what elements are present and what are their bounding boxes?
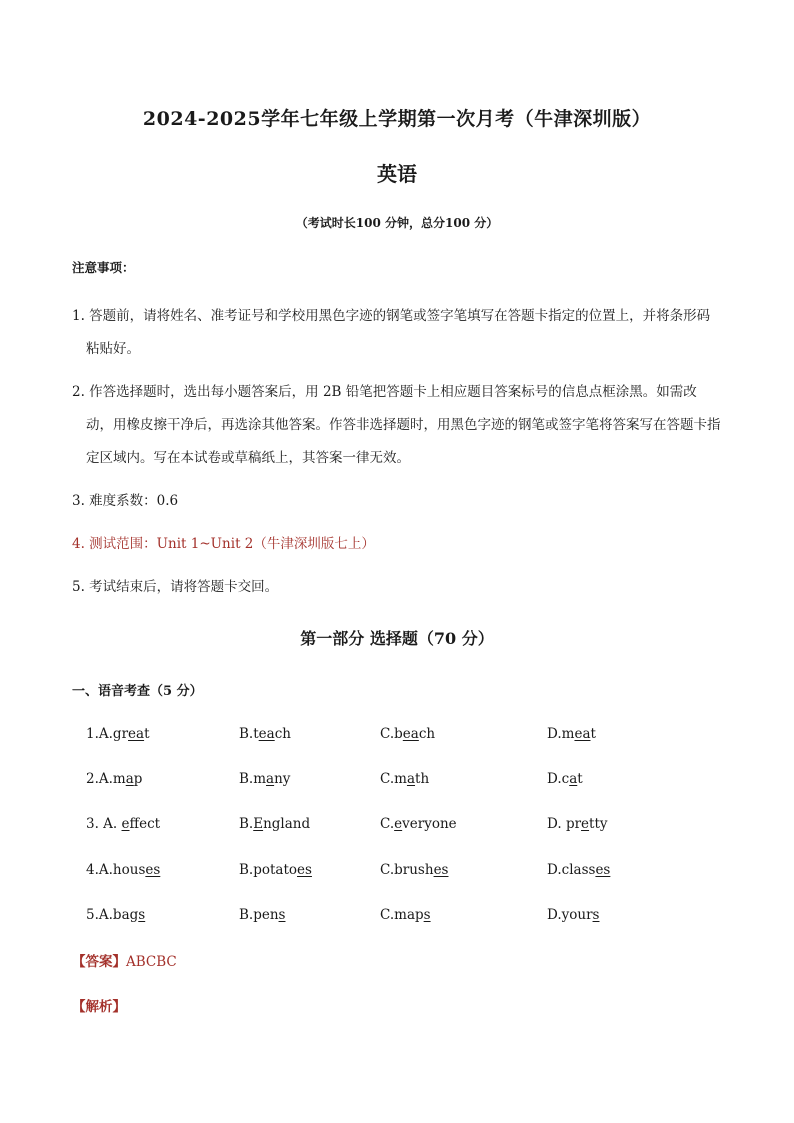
option-d: D. pretty xyxy=(547,816,608,832)
answer-value: ABCBC xyxy=(126,954,177,970)
answer-label: 【答案】 xyxy=(72,954,126,970)
option-c: C.brushes xyxy=(380,862,449,878)
option-c: C.everyone xyxy=(380,816,457,832)
notice-list xyxy=(72,300,722,614)
option-b: B.England xyxy=(239,816,311,832)
option-a: 3. A. effect xyxy=(86,816,161,832)
subject-heading: 英语 xyxy=(377,162,417,186)
option-a: 2.A.map xyxy=(86,771,143,787)
option-b: B.teach xyxy=(239,726,291,742)
exam-duration-info: （考试时长100 分钟，总分100 分） xyxy=(295,216,499,230)
notice-item: 3. 难度系数：0.6 xyxy=(72,493,179,509)
notice-item: 5. 考试结束后，请将答题卡交回。 xyxy=(72,579,279,595)
question-row xyxy=(86,862,726,886)
option-d: D.classes xyxy=(547,862,611,878)
option-b: B.many xyxy=(239,771,291,787)
option-c: C.math xyxy=(380,771,430,787)
section-one-title: 一、语音考查（5 分） xyxy=(72,684,203,699)
notice-item: 2. 作答选择题时，选出每小题答案后，用 2B 铅笔把答题卡上相应题目答案标号的信息点框涂黑。如需改动，用橡皮擦干净后，再选涂其他答案。作答非选择题时，用黑色字迹的钢笔或签字笔将答案写在答题卡指定区域内。写在本试卷或草稿纸上，其答案一律无效。 xyxy=(72,384,721,466)
answer-line xyxy=(72,950,177,970)
question-row xyxy=(86,726,726,750)
option-a: 1.A.great xyxy=(86,726,150,742)
option-d: D.yours xyxy=(547,907,600,923)
question-row xyxy=(86,771,726,795)
option-d: D.cat xyxy=(547,771,583,787)
question-row xyxy=(86,816,726,840)
part-one-title: 第一部分 选择题（70 分） xyxy=(300,629,494,648)
notice-heading: 注意事项： xyxy=(72,260,135,275)
option-d: D.meat xyxy=(547,726,596,742)
option-b: B.potatoes xyxy=(239,862,312,878)
analysis-label: 【解析】 xyxy=(72,999,126,1015)
question-row xyxy=(86,907,726,931)
option-c: C.maps xyxy=(380,907,431,923)
option-a: 5.A.bags xyxy=(86,907,146,923)
option-b: B.pens xyxy=(239,907,286,923)
exam-title: 2024-2025学年七年级上学期第一次月考（牛津深圳版） xyxy=(142,108,652,130)
option-a: 4.A.houses xyxy=(86,862,161,878)
notice-item: 1. 答题前，请将姓名、准考证号和学校用黑色字迹的钢笔或签字笔填写在答题卡指定的位置上，并将条形码粘贴好。 xyxy=(72,308,711,357)
option-c: C.beach xyxy=(380,726,436,742)
notice-item-test-scope: 4. 测试范围：Unit 1~Unit 2（牛津深圳版七上） xyxy=(72,536,375,552)
